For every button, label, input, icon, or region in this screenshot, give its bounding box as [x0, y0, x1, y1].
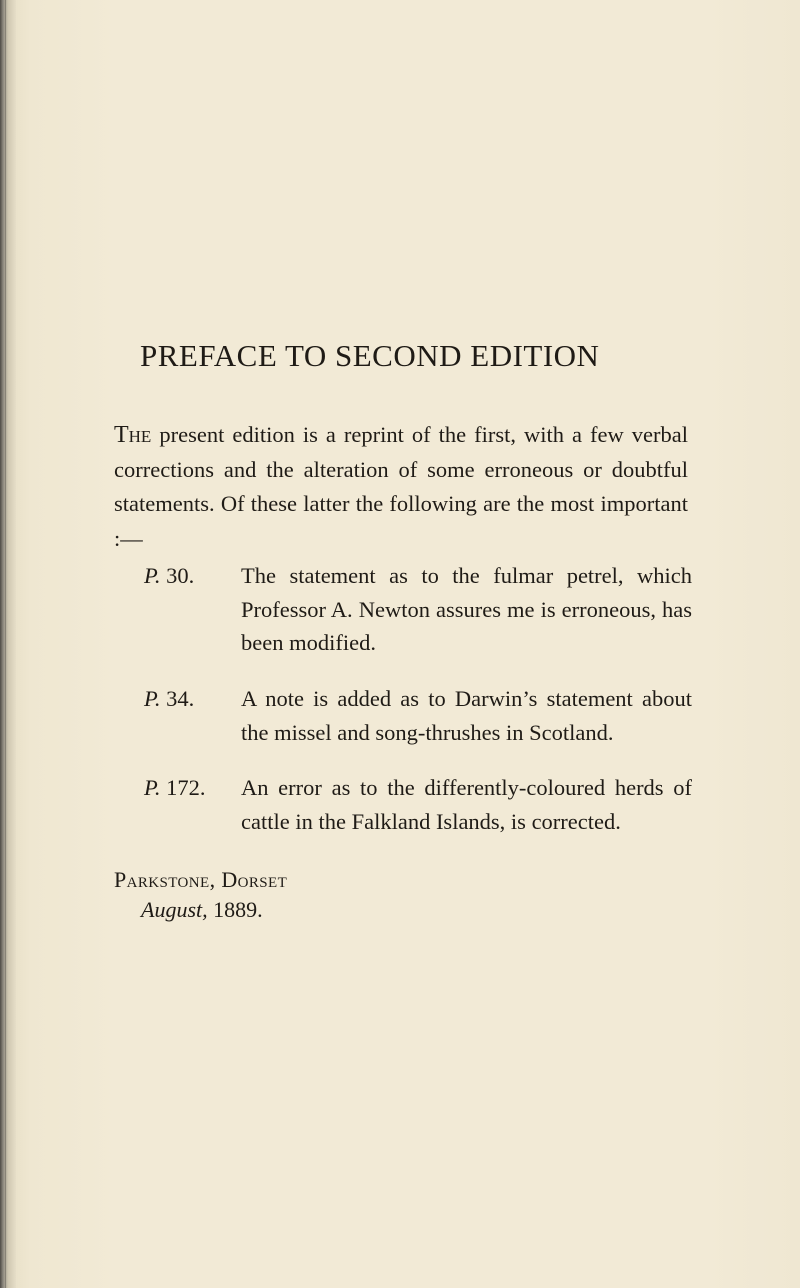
- intro-text: present edition is a reprint of the first, with a few verbal corrections and the alteration of some erroneous or doubtful statements. Of these latter the following are the most important :—: [114, 422, 688, 551]
- page-binding-edge: [0, 0, 16, 1288]
- correction-entry: [144, 559, 692, 660]
- correction-entry: [144, 771, 692, 838]
- page-number: 34.: [160, 686, 195, 711]
- intro-paragraph: [114, 418, 688, 556]
- page-prefix: P.: [144, 563, 161, 588]
- correction-text: An error as to the differently-coloured herds of cattle in the Falkland Islands, is corrected.: [241, 775, 692, 834]
- page-prefix: P.: [144, 775, 161, 800]
- signature-date: [141, 895, 263, 925]
- page-reference: [144, 559, 240, 593]
- correction-text: A note is added as to Darwin’s statement about the missel and song-thrushes in Scotland.: [241, 686, 692, 745]
- signature-year: 1889.: [207, 897, 263, 922]
- page-reference: [144, 771, 240, 805]
- signature-place: Parkstone, Dorset: [114, 867, 288, 892]
- correction-text: The statement as to the fulmar petrel, which Professor A. Newton assures me is erroneous, has been modified.: [241, 563, 692, 655]
- intro-lead-word: The: [114, 422, 152, 448]
- page-number: 172.: [160, 775, 206, 800]
- page-prefix: P.: [144, 686, 161, 711]
- signature-month: August,: [141, 897, 208, 922]
- correction-entry: [144, 682, 692, 749]
- binding-shadow-line: [5, 0, 6, 1288]
- page-reference: [144, 682, 240, 716]
- page-number: 30.: [160, 563, 195, 588]
- page-title: PREFACE TO SECOND EDITION: [140, 338, 600, 373]
